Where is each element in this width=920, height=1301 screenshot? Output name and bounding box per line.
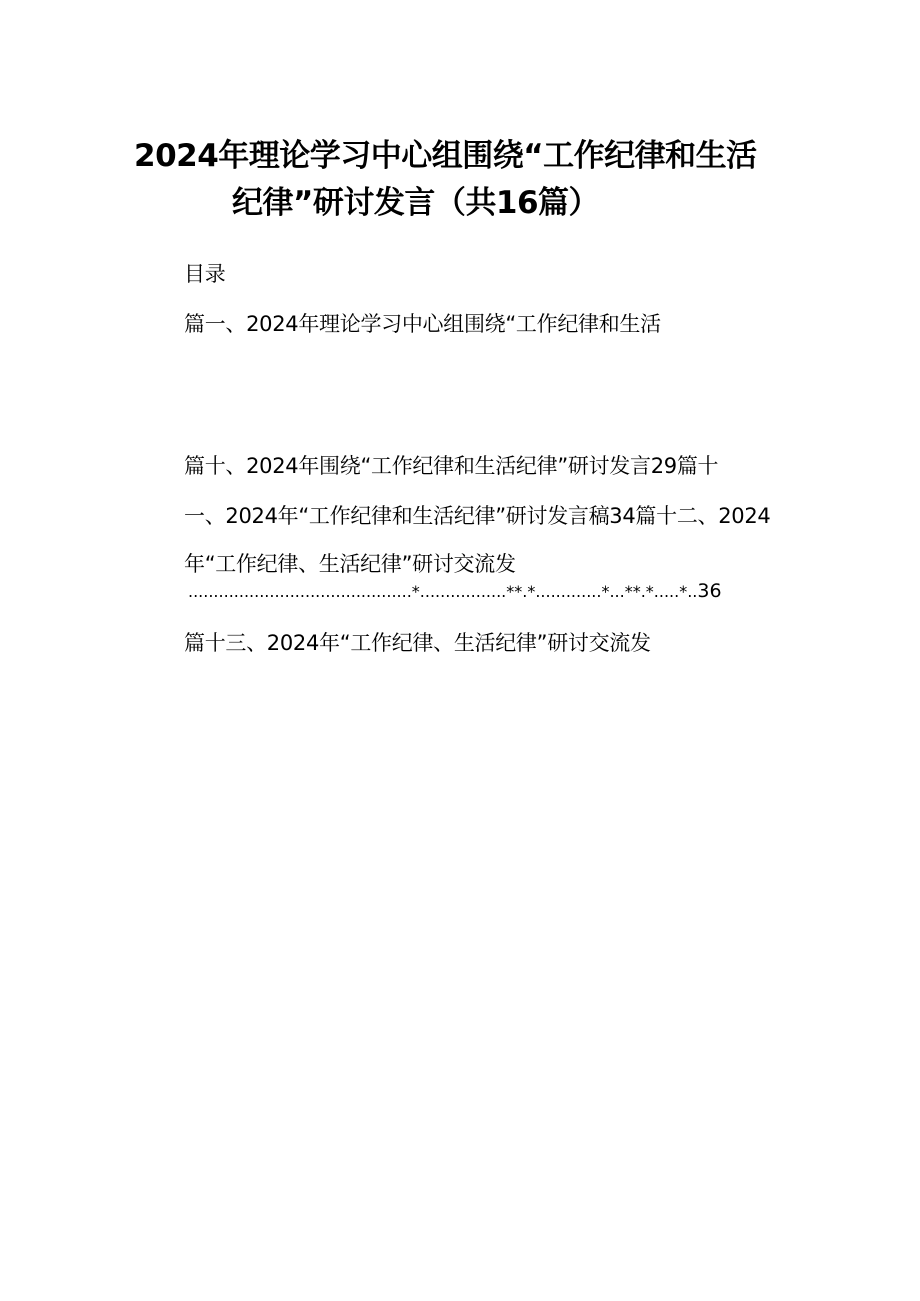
toc-page-number: 36 [697,580,722,602]
toc-entry-13: 篇十三、2024年“工作纪律、生活纪律”研讨交流发 [184,631,651,655]
toc-entry-1: 篇一、2024年理论学习中心组围绕“工作纪律和生活 [184,312,661,336]
toc-leader-dots: ............................................*.................**.*.............*...**.*.....*.. [188,582,698,601]
toc-entry-10-line-3: 年“工作纪律、生活纪律”研讨交流发 [184,552,516,576]
toc-entry-10-line-1: 篇十、2024年围绕“工作纪律和生活纪律”研讨发言29篇十 [184,454,719,478]
toc-entry-10-line-2: 一、2024年“工作纪律和生活纪律”研讨发言稿34篇十二、2024 [184,504,771,528]
toc-leader-line [188,582,722,601]
toc-heading: 目录 [184,262,226,286]
document-title-line-1: 2024年理论学习中心组围绕“工作纪律和生活 [134,138,757,174]
document-title-line-2: 纪律”研讨发言（共16篇） [232,185,600,221]
